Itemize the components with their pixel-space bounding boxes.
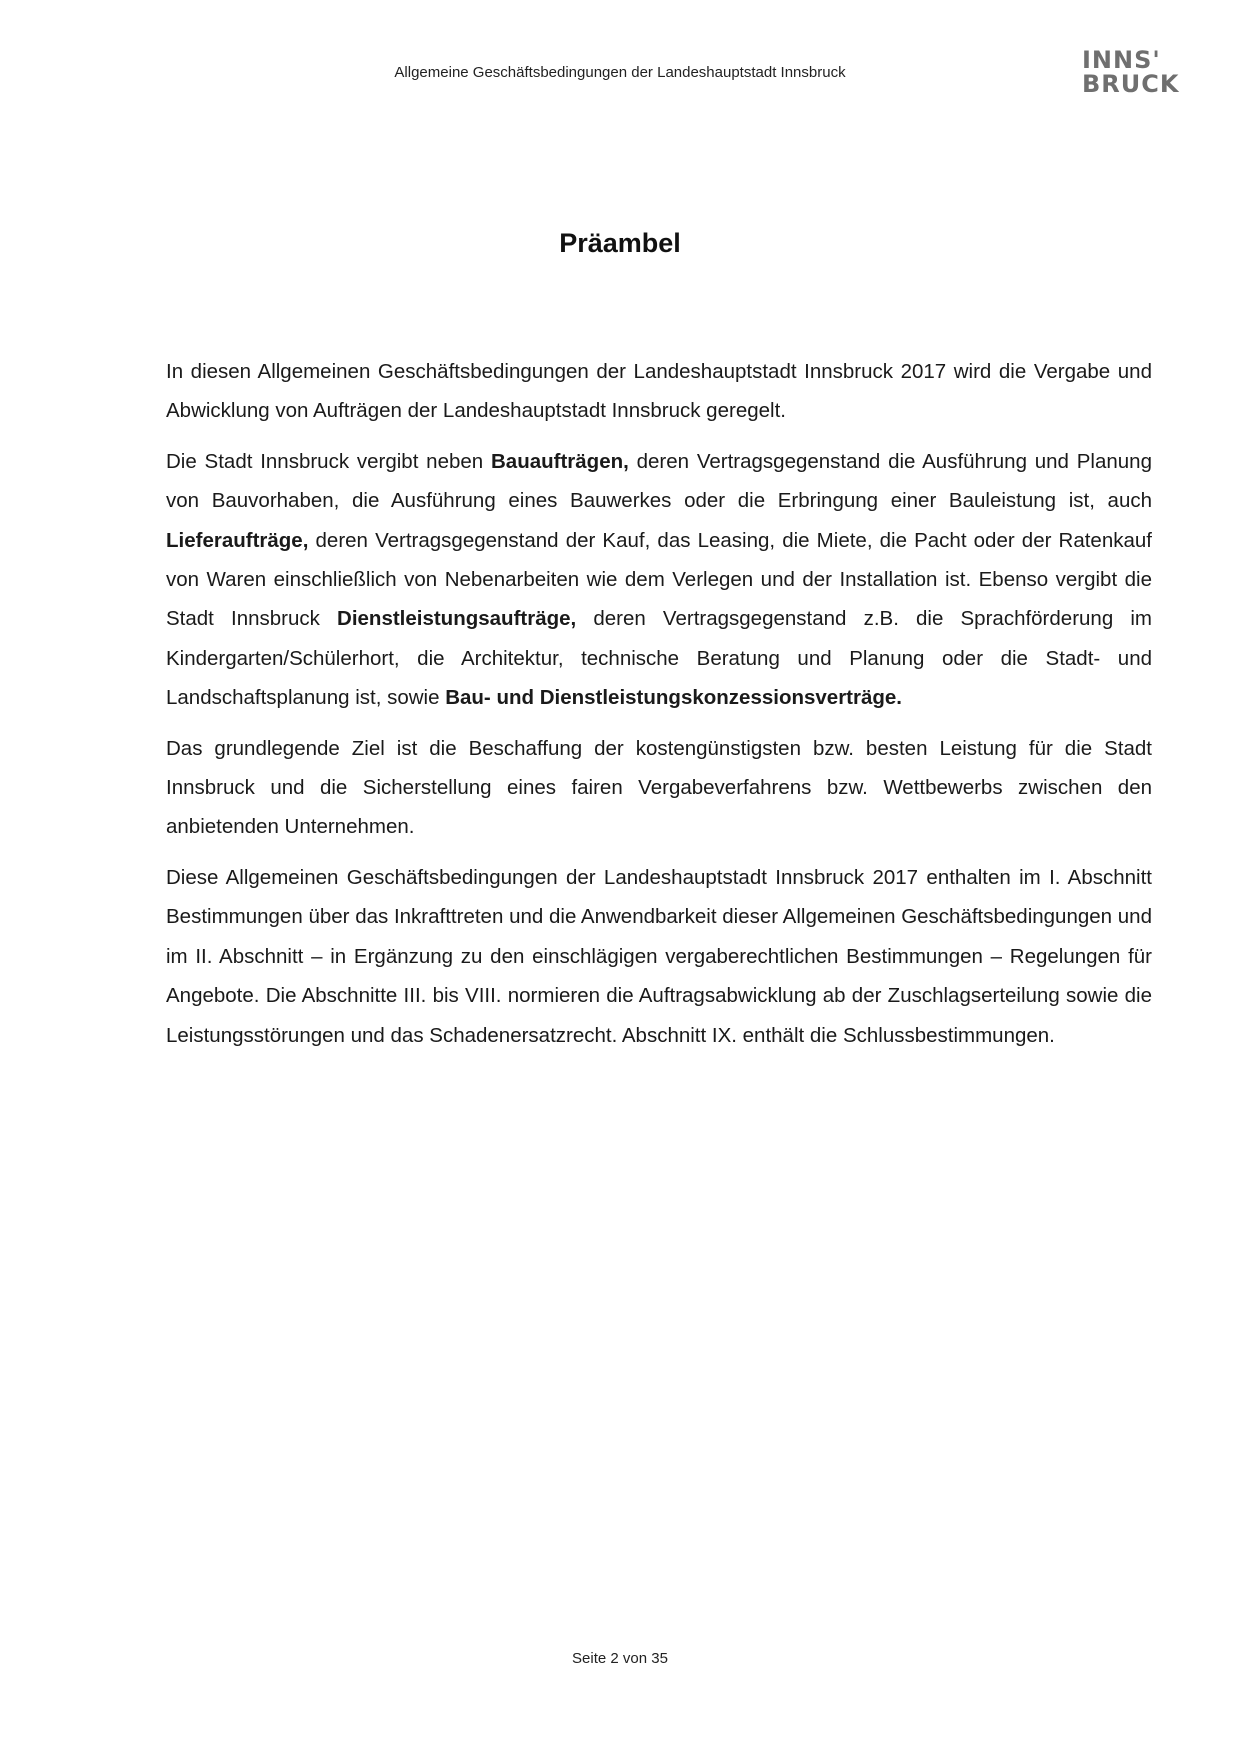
text-segment: deren Vertragsgegenstand die Ausführung und Planung von Bauvorhaben, die Ausführung eines Bauwerkes oder die Erbringung einer Bauleistung ist, auch xyxy=(166,449,1152,513)
page-number: Seite 2 von 35 xyxy=(572,1650,668,1667)
bold-term-bauauftraege: Bauaufträgen, xyxy=(490,449,629,473)
document-body xyxy=(166,352,1152,1066)
text-segment: deren Vertragsgegenstand der Kauf, das Leasing, die Miete, die Pacht oder der Ratenkauf von Waren einschließlich von Nebenarbeiten wie dem Verlegen und der Installation ist. Ebenso vergibt die Stadt Innsbruck xyxy=(166,528,1152,631)
text-segment: deren Vertragsgegenstand z.B. die Sprachförderung im Kindergarten/Schülerhort, die Architektur, technische Beratung und Planung oder die Stadt- und Landschaftsplanung ist, sowie xyxy=(166,607,1152,710)
logo-line-1: INNS' xyxy=(1082,46,1161,74)
page-title: Präambel xyxy=(559,228,681,258)
paragraph-intro: In diesen Allgemeinen Geschäftsbedingungen der Landeshauptstadt Innsbruck 2017 wird die Vergabe und Abwicklung von Aufträgen der Landeshauptstadt Innsbruck geregelt. xyxy=(166,360,1152,423)
running-header: Allgemeine Geschäftsbedingungen der Landeshauptstadt Innsbruck xyxy=(394,64,846,81)
innsbruck-logo xyxy=(1082,48,1192,96)
paragraph-goal: Das grundlegende Ziel ist die Beschaffung der kostengünstigsten bzw. besten Leistung für die Stadt Innsbruck und die Sicherstellung eines fairen Vergabeverfahrens bzw. Wettbewerbs zwischen den anbietenden Unternehmen. xyxy=(166,736,1152,839)
bold-term-konzessionsvertraege: Bau- und Dienstleistungskonzessionsverträge. xyxy=(445,686,902,710)
bold-term-lieferauftraege: Lieferaufträge, xyxy=(166,528,309,552)
paragraph-structure: Diese Allgemeinen Geschäftsbedingungen der Landeshauptstadt Innsbruck 2017 enthalten im I. Abschnitt Bestimmungen über das Inkrafttreten und die Anwendbarkeit dieser Allgemeinen Geschäftsbedingungen und im II. Abschnitt – in Ergänzung zu den einschlägigen vergaberechtlichen Bestimmungen – Regelungen für Angebote. Die Abschnitte III. bis VIII. normieren die Auftragsabwicklung ab der Zuschlagserteilung sowie die Leistungsstörungen und das Schadenersatzrecht. Abschnitt IX. enthält die Schlussbestimmungen. xyxy=(166,865,1152,1047)
paragraph-contract-types xyxy=(166,442,1152,718)
logo-line-2: BRUCK xyxy=(1082,70,1180,98)
text-segment: Die Stadt Innsbruck vergibt neben xyxy=(166,449,491,473)
bold-term-dienstleistungsauftraege: Dienstleistungsaufträge, xyxy=(337,607,577,631)
